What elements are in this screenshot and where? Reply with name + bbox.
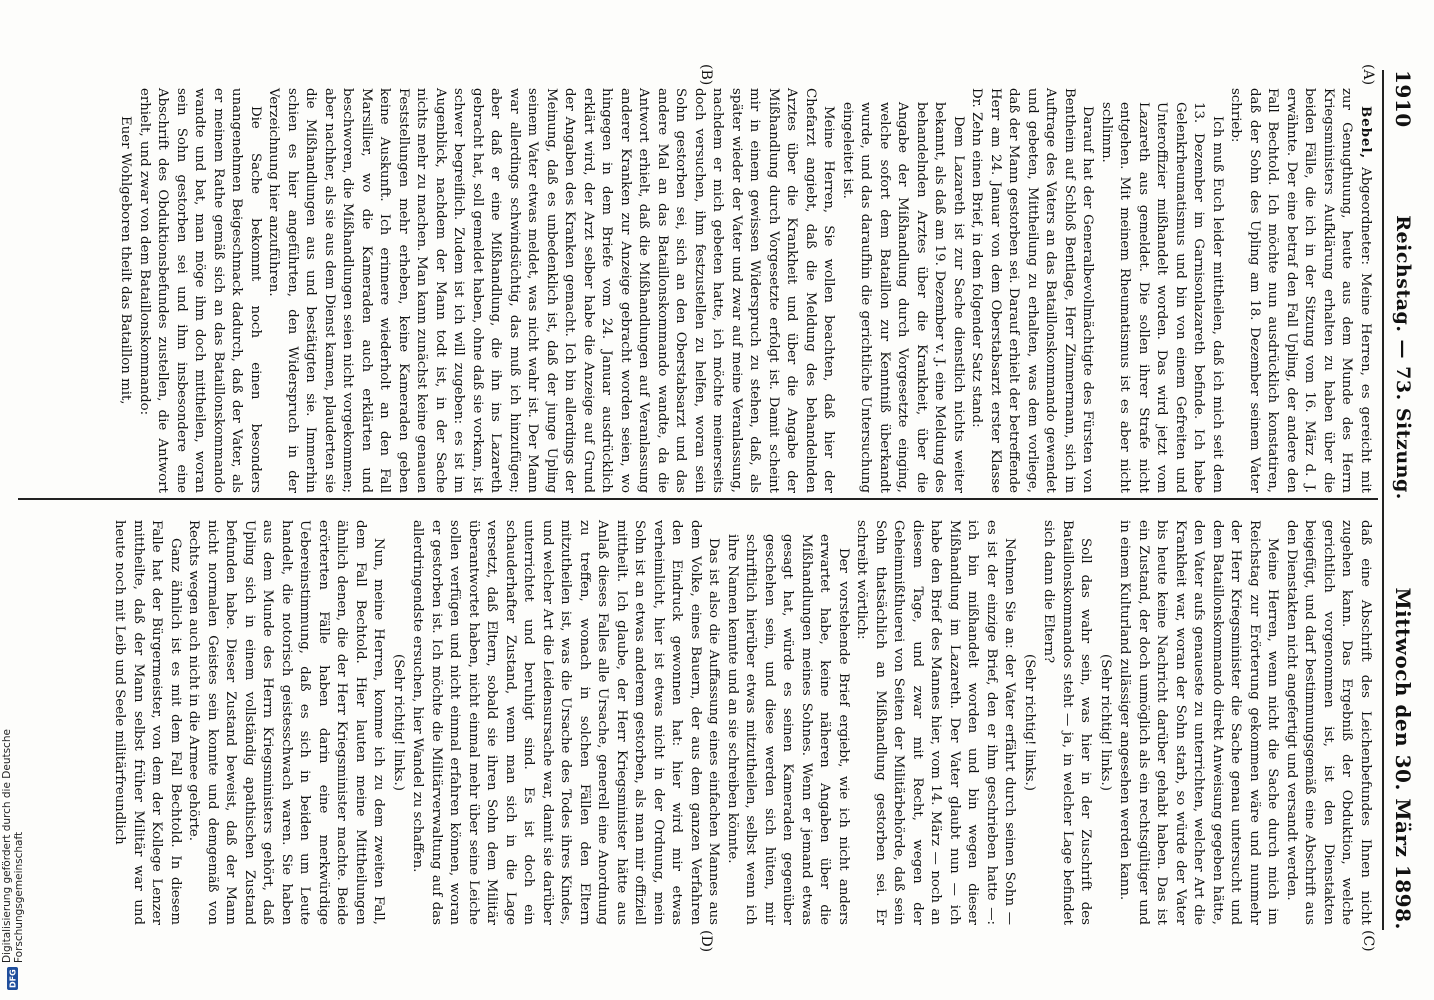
right-paragraph	[389, 520, 408, 925]
paragraph-text: Die Sache bekommt noch einen besonders unangenehmen Beigeschmack dadurch, daß der Vater, als er meinem Rathe gemäß sich an das Bataillonskommando wandte und bat, man möge ihm doch mittheilen, woran sein Sohn gestorben sei und ihm insbesondere eine Abschrift des Obduktionsbefundes zustellen, die Antwort erhielt, und zwar von dem Bataillonskommando:	[137, 88, 263, 493]
left-paragraph	[135, 88, 265, 493]
right-paragraph	[852, 520, 1019, 925]
right-paragraph	[408, 520, 723, 925]
paragraph-text: Ich muß Euch leider mittheilen, daß ich mich seit dem 13. Dezember im Garnisonlazareth befinde. Ich habe Gelenkrheumatismus und bin von einem Gefreiten und Unteroffizier mißhandelt worden. Das wird jetzt vom Lazareth aus gemeldet. Die sollen ihrer Strafe nicht entgehen. Mit meinem Rheumatismus ist es aber nicht schlimm.	[1099, 102, 1225, 493]
right-paragraph	[110, 520, 184, 925]
column-divider	[18, 498, 1378, 500]
paragraph-text: Das ist also die Auffassung eines einfachen Mannes aus dem Volke, eines Bauern, der aus dem ganzen Verfahren den Eindruck gewonnen hat: hier wird mir etwas verheimlicht, hier ist etwas nicht in der Ordnung, mein Sohn ist an etwas anderem gestorben, als man mir offiziell mittheilt. Ich glaube, der Herr Kriegsminister hätte aus Anlaß dieses Falles alle Ursache, generell eine Anordnung zu treffen, wonach in solchen Fällen den Eltern mitzutheilen ist, was die Ursache des Todes ihres Kindes, und welcher Art die Leidensursache war, damit sie darüber unterrichtet und beruhigt sind. Es ist doch ein schauderhafter Zustand, wenn man sich in die Lage versetzt, daß Eltern, sobald sie ihren Sohn dem Militär überantwortet haben, nicht einmal mehr über seine Leiche sollen verfügen und nicht einmal erfahren können, woran er gestorben ist. Ich möchte die Militärverwaltung auf das allerdringendste ersuchen, hier Wandel zu schaffen.	[410, 520, 722, 925]
left-paragraph	[838, 102, 968, 493]
paragraph-text: Soll das wahr sein, was hier in der Zuschrift des Bataillonskommandos steht — ja, in welcher Lage befindet sich dann die Eltern?	[1041, 520, 1094, 925]
left-paragraph	[264, 88, 838, 493]
right-paragraph	[1096, 520, 1115, 925]
right-paragraph	[1282, 520, 1375, 925]
right-paragraph	[184, 520, 388, 925]
left-paragraph	[967, 88, 1097, 493]
session-title: Reichstag. — 73. Sitzung.	[1392, 215, 1414, 500]
margin-letter-a: (A)	[1360, 64, 1376, 86]
paragraph-text: Darauf hat der Generalbevollmächtigte des Fürsten von Bentheim auf Schloß Bentlage, Herr Zimmermann, sich im Auftrage des Vaters an das Bataillonskommando gewendet und gebeten, Mittheilung zu erhalten, was dem vorliege, daß der Mann gestorben sei. Darauf erhielt der betreffende Herr am 24. Januar von dem Oberstabsarzt erster Klasse Dr. Zehn einen Brief, in dem folgender Satz stand:	[969, 88, 1096, 493]
margin-letter-c: (C)	[1360, 930, 1376, 952]
margin-letter-b: (B)	[698, 64, 714, 86]
left-column	[116, 88, 1374, 493]
left-paragraph	[1097, 102, 1227, 493]
right-column	[110, 520, 1374, 925]
paragraph-text: Nun, meine Herren, komme ich zu dem zweiten Fall, dem Fall Bechtold. Hier lauten meine Mittheilungen ähnlich denen, die der Herr Kriegsminister machte. Beide erörterten Fälle haben darin eine merkwürdige Uebereinstimmung, daß es sich in beiden um Leute handelt, die notorisch geistesschwach waren. Sie haben aus dem Munde des Herrn Kriegsministers gehört, daß Upling sich in einem vollständig apathischen Zustand befunden habe. Dieser Zustand beweist, daß der Mann nicht normalen Geistes sein konnte und demgemäß von Rechts wegen auch nicht in die Armee gehörte.	[186, 520, 387, 925]
paragraph-text: (Sehr richtig! links.)	[1098, 654, 1113, 791]
paragraph-text: (Sehr richtig! links.)	[1022, 654, 1037, 791]
speaker-name: Bebel,	[1358, 106, 1373, 160]
session-date: Mittwoch den 30. März 1898.	[1391, 587, 1415, 930]
margin-letter-d: (D)	[698, 930, 714, 953]
paragraph-text: (Sehr richtig! links.)	[391, 654, 406, 791]
paragraph-text: Meine Herren, wenn nicht die Sache durch mich im Reichstag zur Erörterung gekommen wäre und nunmehr der Herr Kriegsminister die Sache genau untersucht und dem Bataillonskommando direkt Anweisung gegeben hätte, den Vater aufs genaueste zu unterrichten, welcher Art die Krankheit war, woran der Sohn starb, so würde der Vater bis heute keine Nachricht darüber gehabt haben. Das ist ein Zustand, der doch unmöglich als ein rechtsgültiger und in einem Kulturland zulässiger angesehen werden kann.	[1117, 520, 1281, 925]
left-paragraph	[1226, 88, 1374, 493]
paragraph-text: Abgeordneter: Meine Herren, es gereicht mit zur Genugthuung, heute aus dem Munde des Herrn Kriegsministers Aufklärung erhalten zu haben über die beiden Fälle, die ich in der Sitzung vom 16. März d. J. erwähnte. Der eine betraf den Fall Upling, der andere den Fall Bechtold. Ich möchte nun ausdrücklich konstatiren, daß der Sohn des Upling am 18. Dezember seinem Vater schrieb:	[1228, 88, 1373, 493]
right-paragraph	[723, 534, 853, 925]
left-paragraph	[116, 102, 135, 493]
digitization-credit	[2, 600, 24, 990]
paragraph-text: daß eine Abschrift des Leichenbefundes Ihnen nicht zugehen kann. Das Ergebniß der Obduktion, welche gerichtlich vorgenommen ist, ist den Dienstakten beigefügt, und darf bestimmungsgemäß eine Abschrift aus den Dienstakten nicht angefertigt und versandt werden.	[1284, 520, 1373, 925]
paragraph-text: Ganz ähnlich ist es mit dem Fall Bechtold. In diesem Falle hat der Bürgermeister, von dem der Kollege Lenzer mittheilte, daß der Mann selbst früher Militär war und heute noch mit Leib und Seele militärfreundlich	[112, 520, 183, 925]
right-paragraph	[1039, 520, 1095, 925]
header-rule	[1382, 70, 1384, 930]
page-header	[1386, 70, 1420, 930]
dfg-logo: DFG	[8, 969, 18, 988]
right-paragraph	[1020, 520, 1039, 925]
credit-text: Digitalisierung gefördert durch die Deutsche Forschungsgemeinschaft	[1, 729, 25, 964]
paragraph-text: Dem Lazareth ist zur Sache dienstlich nichts weiter bekannt, als daß am 19. Dezember v. J. eine Meldung des behandelnden Arztes über die Krankheit, über die Angabe der Mißhandlung durch Vorgesetzte einging, welche sofort dem Bataillon zur Kenntniß überkandt wurde, und das daraufhin die gerichtliche Untersuchung eingeleitet ist.	[840, 102, 966, 493]
right-paragraph	[1115, 520, 1282, 925]
paragraph-text: Meine Herren, Sie wollen beachten, daß hier der Chefarzt angiebt, daß die Meldung des behandelnden Arztes über die Krankheit und über die Angabe der Mißhandlung durch Vorgesetzte erfolgt ist. Damit scheint mir in einem gewissen Widerspruch zu stehen, daß, als später wieder der Vater und zwar auf meine Veranlassung, nachdem er mich gebeten hatte, ich möchte meinerseits doch versuchen, ihm festzustellen zu helfen, woran sein Sohn gestorben sei, sich an den Oberstabsarzt und das andere Mal an das Bataillonskommando wandte, da die Antwort erhielt, daß die Mißhandlungen auf Veranlassung anderer Kranken zur Anzeige gebracht worden seien, wo hingegen in dem Briefe vom 24. Januar ausdrücklich erklärt wird, der Arzt selber habe die Anzeige auf Grund der Angaben des Kranken gemacht. Ich bin allerdings der Meinung, daß es unbedenklich ist, daß der junge Upling seinem Vater etwas meldet, was nicht wahr ist. Der Mann war allerdings schwindsüchtig, das muß ich hinzufügen; aber daß er eine Mißhandlung, die ihn ins Lazareth gebracht hat, soll gemeldet haben, ohne daß sie vorkam, ist schwer begreiflich. Zudem ist ich will zugeben: es ist im Augenblick, nachdem der Mann todt ist, in der Sache nichts mehr zu machen. Man kann zunächst keine genauen Feststellungen mehr erheben, keine Kameraden geben keine Auskunft. Ich erinnere wiederholt an den Fall Marsillier, wo die Kameraden auch erklärten und beschworen, die Mißhandlungen seien nicht vorgekommen; aber nachher, als sie aus dem Dienst kamen, plauderten sie die Mißhandlungen aus und bestätigten sie. Immerhin schien es hier angeführten, den Widerspruch in der Verzeichnung hier anzuführen.	[266, 88, 837, 493]
paragraph-text: Nehmen Sie an: der Vater erfährt durch seinen Sohn — es ist der einzige Brief, den er ihm geschrieben hatte —: ich bin mißhandelt worden und bin wegen dieser Mißhandlung im Lazareth. Der Vater glaubt nun — ich habe den Brief des Mannes hier, vom 14. März — noch an diesem Tage, und zwar mit Recht, wegen der Geheimnißthuerei von Seiten der Militärbehörde, daß sein Sohn thatsächlich an Mißhandlung gestorben sei. Er schreibt wörtlich:	[854, 520, 1018, 925]
paragraph-text: Der vorstehende Brief ergiebt, wie ich nicht anders erwartet habe, keine näheren Angaben über die Mißhandlungen meines Sohnes. Wenn er jemand etwas gesagt hat, würde es seinen Kameraden gegenüber geschehen sein, und diese werden sich hüten, mir schriftlich hierüber etwas mitzutheilen, selbst wenn ich ihre Namen kennte und an sie schreiben könnte.	[725, 534, 851, 925]
page-number: 1910	[1391, 70, 1415, 128]
paragraph-text: Euer Wohlgeboren theilt das Bataillon mit,	[118, 116, 134, 405]
